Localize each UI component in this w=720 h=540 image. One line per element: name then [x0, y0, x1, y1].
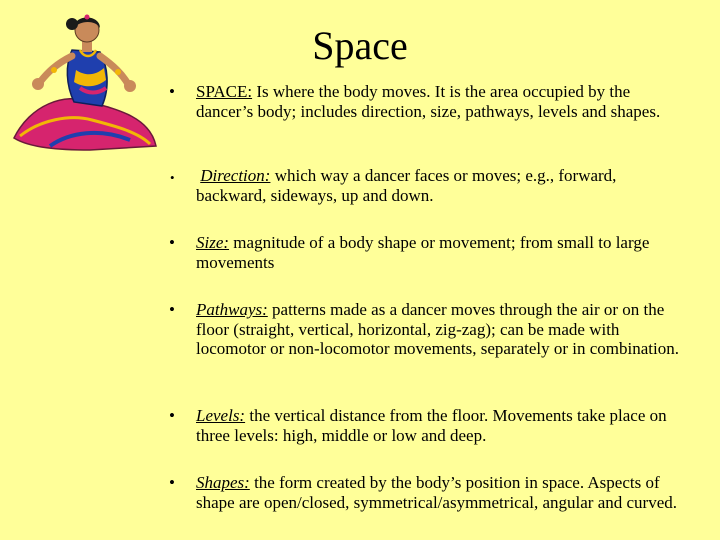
- bullet-term: SPACE:: [196, 82, 253, 101]
- bullet-item-levels: [169, 406, 686, 445]
- bullet-item-size: [169, 233, 686, 272]
- bullet-text: magnitude of a body shape or movement; from small to large movements: [196, 233, 650, 272]
- bullet-term: Size:: [196, 233, 230, 252]
- bullet-term: Pathways:: [196, 300, 268, 319]
- bullet-marker: •: [169, 300, 175, 319]
- bullet-marker: •: [169, 233, 175, 252]
- bullet-term: Direction:: [200, 166, 271, 185]
- bullet-text: the vertical distance from the floor. Movements take place on three levels: high, middle or low and deep.: [196, 406, 667, 445]
- bullet-term: Shapes:: [196, 473, 250, 492]
- bullet-marker: •: [169, 82, 175, 101]
- bullet-term: Levels:: [196, 406, 246, 425]
- bullet-item-shapes: [169, 473, 686, 512]
- bullet-marker: •: [170, 170, 175, 185]
- slide-title: Space: [312, 23, 408, 68]
- bullet-text: Is where the body moves. It is the area occupied by the dancer’s body; includes direction, size, pathways, levels and shapes.: [196, 82, 661, 121]
- bullet-marker: •: [169, 473, 175, 492]
- bullet-marker: •: [169, 406, 175, 425]
- bullet-text: which way a dancer faces or moves; e.g., forward, backward, sideways, up and down.: [196, 166, 617, 205]
- bullet-item-space: [169, 82, 686, 121]
- bullet-item-direction: [170, 166, 686, 205]
- bullet-text: patterns made as a dancer moves through the air or on the floor (straight, vertical, horizontal, zig-zag); can be made with locomotor or non-locomotor movements, separately or in combination.: [196, 300, 679, 358]
- bullet-text: the form created by the body’s position in space. Aspects of shape are open/closed, symmetrical/asymmetrical, angular and curved.: [196, 473, 678, 512]
- bullet-item-pathways: [169, 300, 686, 359]
